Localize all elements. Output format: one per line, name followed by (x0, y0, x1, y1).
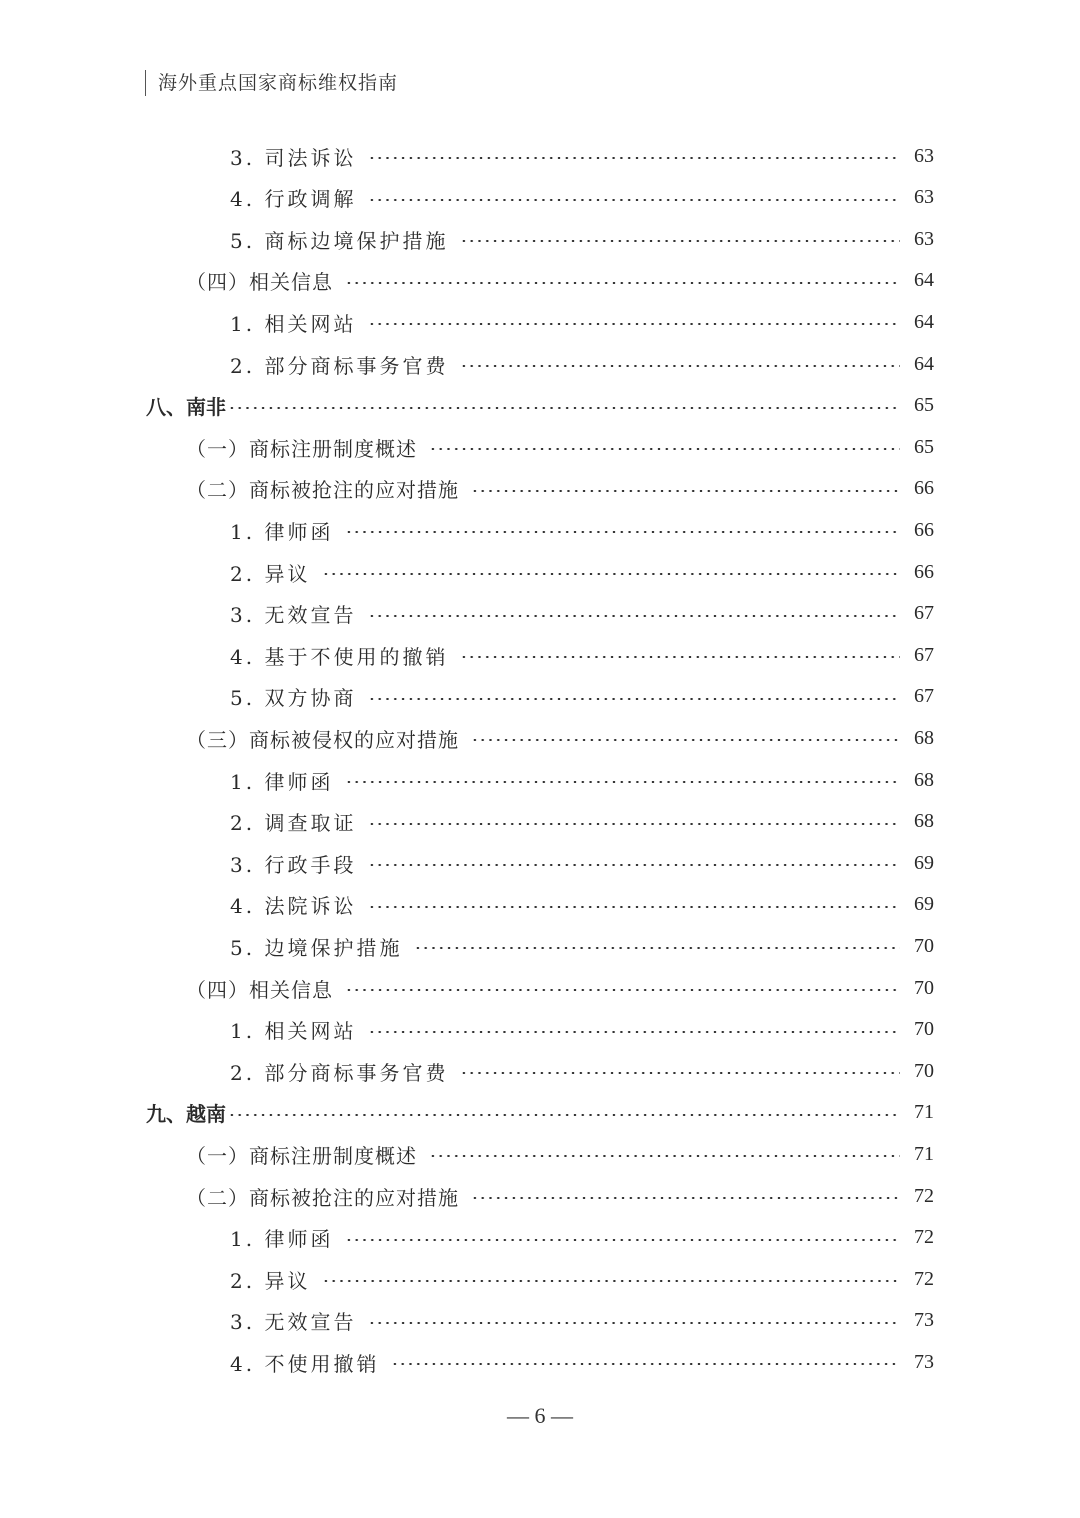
toc-entry-page: 69 (914, 893, 934, 916)
toc-entry-label: （三）商标被侵权的应对措施 (186, 727, 459, 752)
toc-entry (230, 1259, 934, 1299)
toc-entry-label: 4. 不使用撤销 (230, 1351, 380, 1376)
toc-entry (230, 594, 934, 634)
dot-leader (368, 823, 900, 825)
toc-entry-label: 3. 无效宣告 (230, 603, 357, 628)
toc-entry-page: 72 (914, 1184, 934, 1207)
toc-entry (230, 926, 934, 966)
toc-entry (230, 1010, 934, 1050)
toc-entry-label: 5. 双方协商 (230, 686, 357, 711)
toc-entry-label: （一）商标注册制度概述 (186, 436, 417, 461)
toc-entry-page: 68 (914, 810, 934, 833)
running-header (145, 70, 398, 96)
toc-entry (230, 344, 934, 384)
dot-leader (345, 781, 900, 783)
dot-leader (460, 365, 900, 367)
dot-leader (368, 864, 900, 866)
toc-entry (186, 718, 934, 758)
toc-entry-label: 4. 基于不使用的撤销 (230, 644, 449, 669)
toc-entry-page: 70 (914, 934, 934, 957)
dot-leader (368, 615, 900, 617)
toc-entry-label: 5. 商标边境保护措施 (230, 228, 449, 253)
toc-entry-page: 67 (914, 643, 934, 666)
dot-leader (368, 199, 900, 201)
toc-entry (186, 469, 934, 509)
dot-leader (471, 1197, 900, 1199)
dot-leader (460, 240, 900, 242)
toc-entry-page: 66 (914, 518, 934, 541)
toc-entry-label: （一）商标注册制度概述 (186, 1143, 417, 1168)
toc-entry (146, 386, 934, 426)
toc-entry-page: 68 (914, 768, 934, 791)
toc-entry-page: 65 (914, 394, 934, 417)
toc-entry-label: 2. 异议 (230, 1268, 311, 1293)
toc-entry (230, 677, 934, 717)
toc-entry-label: （四）相关信息 (186, 977, 333, 1002)
dot-leader (429, 1155, 900, 1157)
dot-leader (460, 1072, 900, 1074)
dot-leader (414, 947, 900, 949)
toc-entry-page: 68 (914, 726, 934, 749)
toc-entry-label: 2. 调查取证 (230, 811, 357, 836)
toc-entry-page: 70 (914, 1059, 934, 1082)
page-number: — 6 — (507, 1403, 573, 1428)
toc-entry (230, 843, 934, 883)
toc-entry-label: 2. 部分商标事务官费 (230, 353, 449, 378)
toc-entry (186, 427, 934, 467)
header-title: 海外重点国家商标维权指南 (158, 72, 399, 94)
toc-entry-label: 2. 异议 (230, 561, 311, 586)
toc-entry-page: 73 (914, 1350, 934, 1373)
dot-leader (345, 531, 900, 533)
toc-entry (230, 1051, 934, 1091)
toc-entry-label: （二）商标被抢注的应对措施 (186, 478, 459, 503)
dot-leader (228, 407, 900, 409)
dot-leader (345, 1239, 900, 1241)
dot-leader (368, 1031, 900, 1033)
toc-entry-label: 1. 律师函 (230, 1227, 334, 1252)
toc-entry (230, 510, 934, 550)
dot-leader (345, 989, 900, 991)
toc-entry-label: 八、南非 (146, 395, 226, 420)
toc-entry-page: 67 (914, 602, 934, 625)
toc-entry-label: 3. 行政手段 (230, 852, 357, 877)
toc-entry (186, 1134, 934, 1174)
dot-leader (345, 282, 900, 284)
toc-entry (230, 1218, 934, 1258)
toc-entry (230, 885, 934, 925)
toc-entry-label: 3. 司法诉讼 (230, 145, 357, 170)
toc-entry-label: 4. 法院诉讼 (230, 894, 357, 919)
toc-entry (230, 1342, 934, 1382)
dot-leader (228, 1114, 900, 1116)
toc-entry-page: 66 (914, 560, 934, 583)
toc-entry-label: 1. 律师函 (230, 769, 334, 794)
toc-entry-page: 63 (914, 227, 934, 250)
toc-entry-label: 3. 无效宣告 (230, 1310, 357, 1335)
dot-leader (368, 1322, 900, 1324)
dot-leader (368, 906, 900, 908)
toc-entry (230, 802, 934, 842)
toc-entry-label: 1. 相关网站 (230, 311, 357, 336)
toc-entry-page: 63 (914, 144, 934, 167)
toc-entry-label: （二）商标被抢注的应对措施 (186, 1185, 459, 1210)
dot-leader (460, 656, 900, 658)
toc-entry-label: 1. 律师函 (230, 519, 334, 544)
toc-entry-page: 64 (914, 352, 934, 375)
dot-leader (471, 739, 900, 741)
toc-entry-page: 65 (914, 435, 934, 458)
toc-entry (230, 178, 934, 218)
dot-leader (322, 573, 900, 575)
toc-entry (230, 302, 934, 342)
dot-leader (368, 698, 900, 700)
toc-entry-page: 70 (914, 976, 934, 999)
toc-entry-page: 69 (914, 851, 934, 874)
toc-entry (186, 968, 934, 1008)
toc-entry (186, 261, 934, 301)
dot-leader (391, 1363, 900, 1365)
toc-entry (230, 1301, 934, 1341)
toc-entry-page: 67 (914, 685, 934, 708)
dot-leader (471, 490, 900, 492)
toc-entry-label: 5. 边境保护措施 (230, 935, 403, 960)
toc-entry-page: 72 (914, 1267, 934, 1290)
toc-entry (186, 1176, 934, 1216)
toc-entry-page: 71 (914, 1142, 934, 1165)
toc-entry-page: 70 (914, 1018, 934, 1041)
dot-leader (368, 157, 900, 159)
toc-entry-page: 73 (914, 1309, 934, 1332)
dot-leader (368, 323, 900, 325)
toc-entry (230, 760, 934, 800)
toc-entry (230, 635, 934, 675)
toc-entry-label: （四）相关信息 (186, 270, 333, 295)
toc-entry-page: 63 (914, 186, 934, 209)
toc-entry-page: 64 (914, 269, 934, 292)
toc-entry (230, 136, 934, 176)
toc-entry-label: 2. 部分商标事务官费 (230, 1060, 449, 1085)
toc-entry-page: 64 (914, 310, 934, 333)
toc-entry (230, 219, 934, 259)
toc-entry-label: 九、越南 (146, 1102, 226, 1127)
dot-leader (429, 448, 900, 450)
toc-entry-page: 66 (914, 477, 934, 500)
toc-entry-page: 72 (914, 1226, 934, 1249)
toc-entry (230, 552, 934, 592)
toc-entry (146, 1093, 934, 1133)
toc-entry-page: 71 (914, 1101, 934, 1124)
dot-leader (322, 1280, 900, 1282)
toc-entry-label: 1. 相关网站 (230, 1019, 357, 1044)
toc-entry-label: 4. 行政调解 (230, 187, 357, 212)
